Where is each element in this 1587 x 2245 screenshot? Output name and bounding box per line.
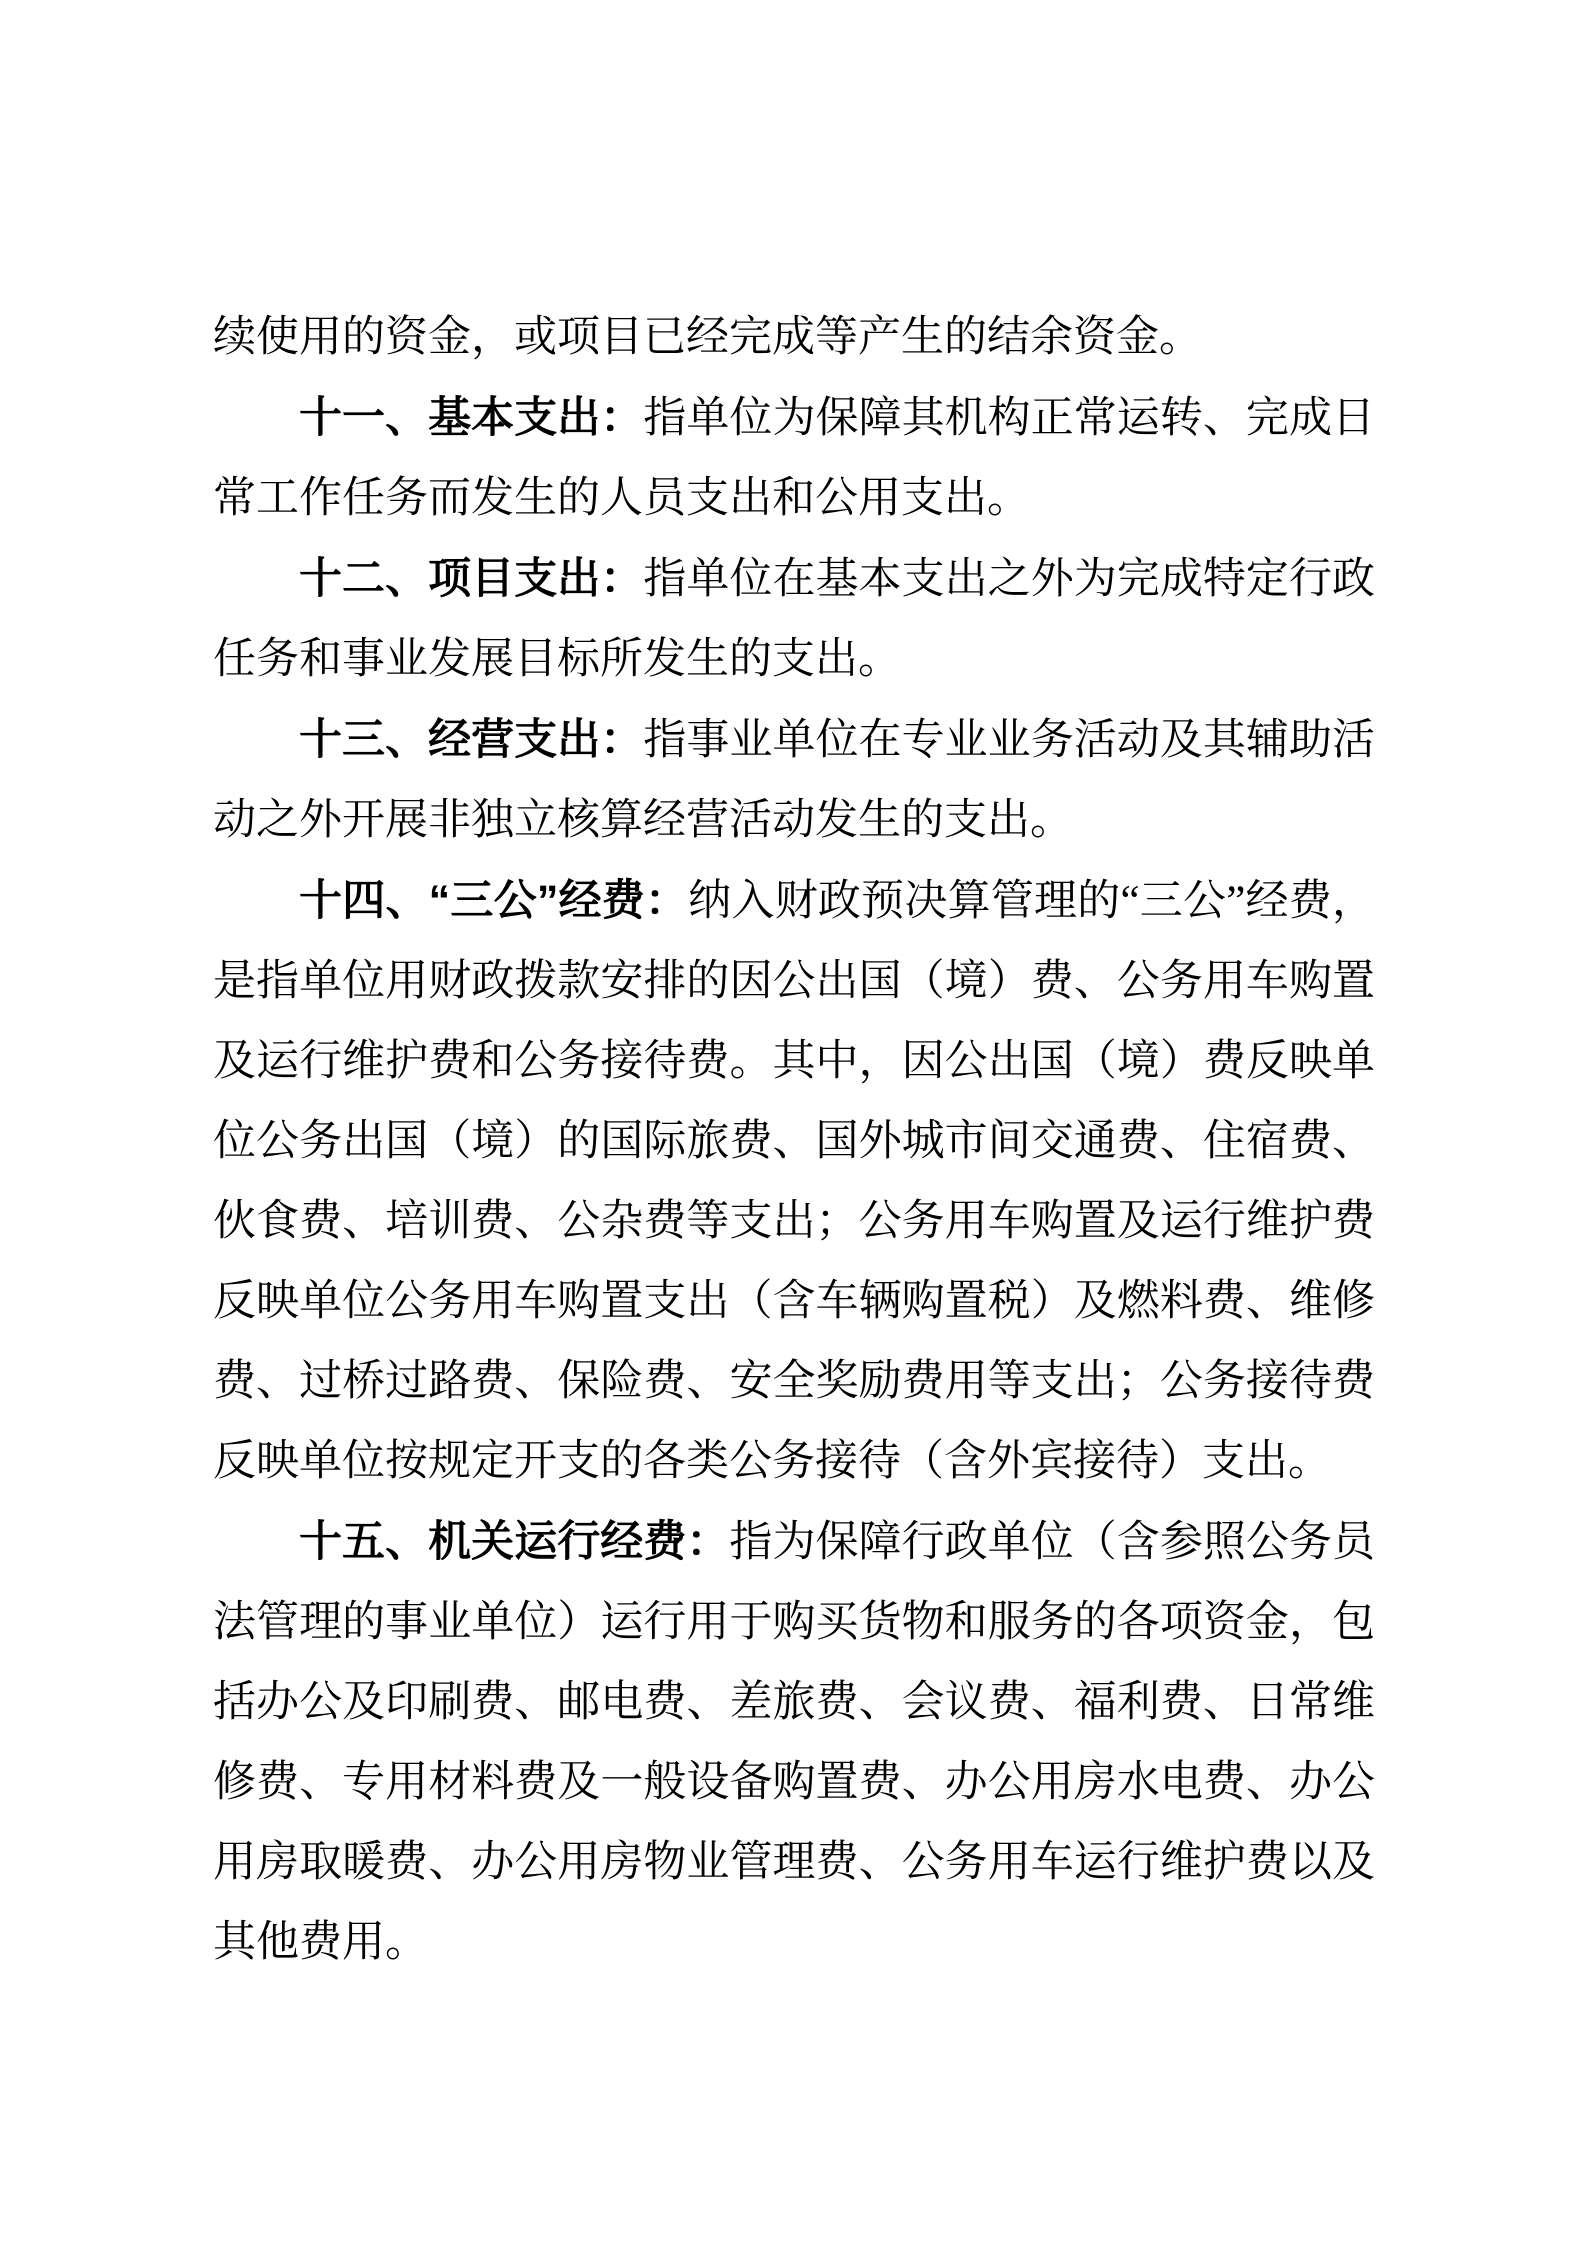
- term-label: 十二、项目支出：: [299, 555, 644, 603]
- term-label: 十五、机关运行经费：: [299, 1518, 730, 1566]
- term-label: 十一、基本支出：: [299, 394, 644, 442]
- document-body: [213, 298, 1375, 1983]
- term-definition: 指单位在基本支出之外为完成特定行政任务和事业发展目标所发生的支出。: [213, 556, 1376, 683]
- paragraph-basic-expenditure: [213, 378, 1375, 539]
- term-definition: 指为保障行政单位（含参照公务员法管理的事业单位）运行用于购买货物和服务的各项资金，包括办公及印刷费、邮电费、差旅费、会议费、福利费、日常维修费、专用材料费及一般设备购置费、办公用房水电费、办公用房取暖费、办公用房物业管理费、公务用车运行维护费以及其他费用。: [213, 1519, 1376, 1966]
- term-definition: 指单位为保障其机构正常运转、完成日常工作任务而发生的人员支出和公用支出。: [213, 395, 1376, 522]
- paragraph-text: 续使用的资金，或项目已经完成等产生的结余资金。: [213, 314, 1202, 361]
- paragraph-agency-operating-funds: [213, 1502, 1375, 1983]
- paragraph-three-public-funds: [213, 861, 1375, 1502]
- paragraph-operating-expenditure: [213, 700, 1375, 861]
- term-definition: 指事业单位在专业业务活动及其辅助活动之外开展非独立核算经营活动发生的支出。: [213, 717, 1376, 844]
- paragraph-carryover-funds: [213, 298, 1375, 378]
- term-label: 十三、经营支出：: [299, 716, 644, 764]
- term-label: 十四、“三公”经费：: [299, 877, 689, 925]
- term-definition: 纳入财政预决算管理的“三公”经费，是指单位用财政拨款安排的因公出国（境）费、公务用车购置及运行维护费和公务接待费。其中，因公出国（境）费反映单位公务出国（境）的国际旅费、国外城市间交通费、住宿费、伙食费、培训费、公杂费等支出；公务用车购置及运行维护费反映单位公务用车购置支出（含车辆购置税）及燃料费、维修费、过桥过路费、保险费、安全奖励费用等支出；公务接待费反映单位按规定开支的各类公务接待（含外宾接待）支出。: [213, 878, 1376, 1485]
- paragraph-project-expenditure: [213, 539, 1375, 700]
